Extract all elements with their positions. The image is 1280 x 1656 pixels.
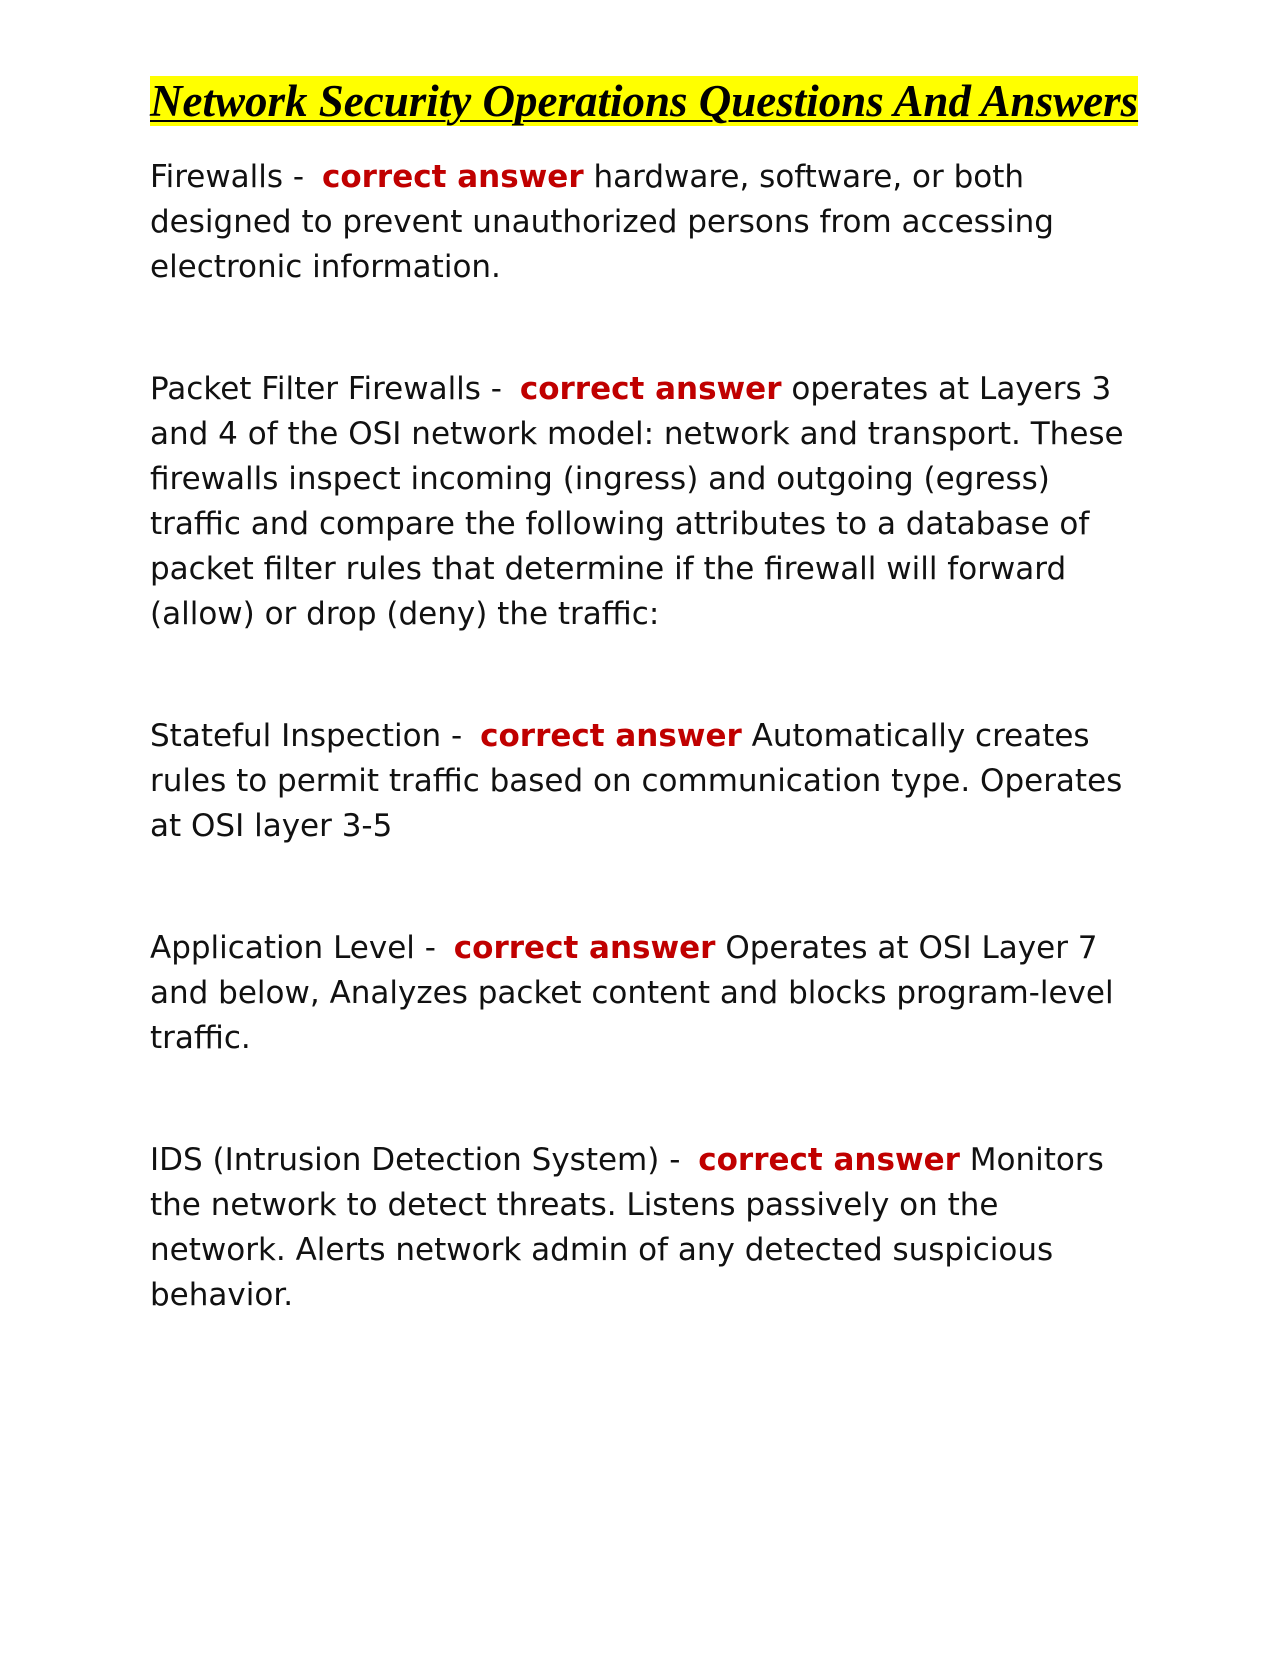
qa-item-application-level — [150, 926, 1140, 1061]
correct-answer-tag: correct answer — [480, 718, 742, 754]
qa-term: Firewalls - — [150, 159, 314, 195]
document-page — [150, 72, 1140, 1395]
qa-item-packet-filter-firewalls — [150, 367, 1140, 637]
document-title — [150, 72, 1140, 130]
qa-answer: Automatically creates rules to permit traffic based on communication type. Operates at OSI layer 3-5 — [150, 718, 1123, 844]
qa-answer: operates at Layers 3 and 4 of the OSI network model: network and transport. These firewalls inspect incoming (ingress) and outgoing (egress) traffic and compare the following attributes to a database of packet filter rules that determine if the firewall will forward (allow) or drop (deny) the traffic: — [150, 371, 1124, 632]
qa-term: Application Level - — [150, 930, 446, 966]
correct-answer-tag: correct answer — [698, 1142, 960, 1178]
qa-answer: Monitors the network to detect threats. Listens passively on the network. Alerts network admin of any detected suspicious behavior. — [150, 1142, 1104, 1313]
qa-answer: hardware, software, or both designed to prevent unauthorized persons from accessing electronic information. — [150, 159, 1054, 285]
document-title-text: Network Security Operations Questions And Answers — [150, 76, 1139, 126]
qa-item-ids — [150, 1138, 1140, 1318]
qa-term: Stateful Inspection - — [150, 718, 473, 754]
correct-answer-tag: correct answer — [321, 159, 584, 195]
qa-term: Packet Filter Firewalls - — [150, 371, 512, 407]
qa-item-stateful-inspection — [150, 714, 1140, 849]
qa-answer: Operates at OSI Layer 7 and below, Analyzes packet content and blocks program-level traffic. — [150, 930, 1114, 1056]
qa-term: IDS (Intrusion Detection System) - — [150, 1142, 691, 1178]
correct-answer-tag: correct answer — [519, 371, 782, 407]
correct-answer-tag: correct answer — [453, 930, 716, 966]
qa-item-firewalls — [150, 155, 1140, 290]
